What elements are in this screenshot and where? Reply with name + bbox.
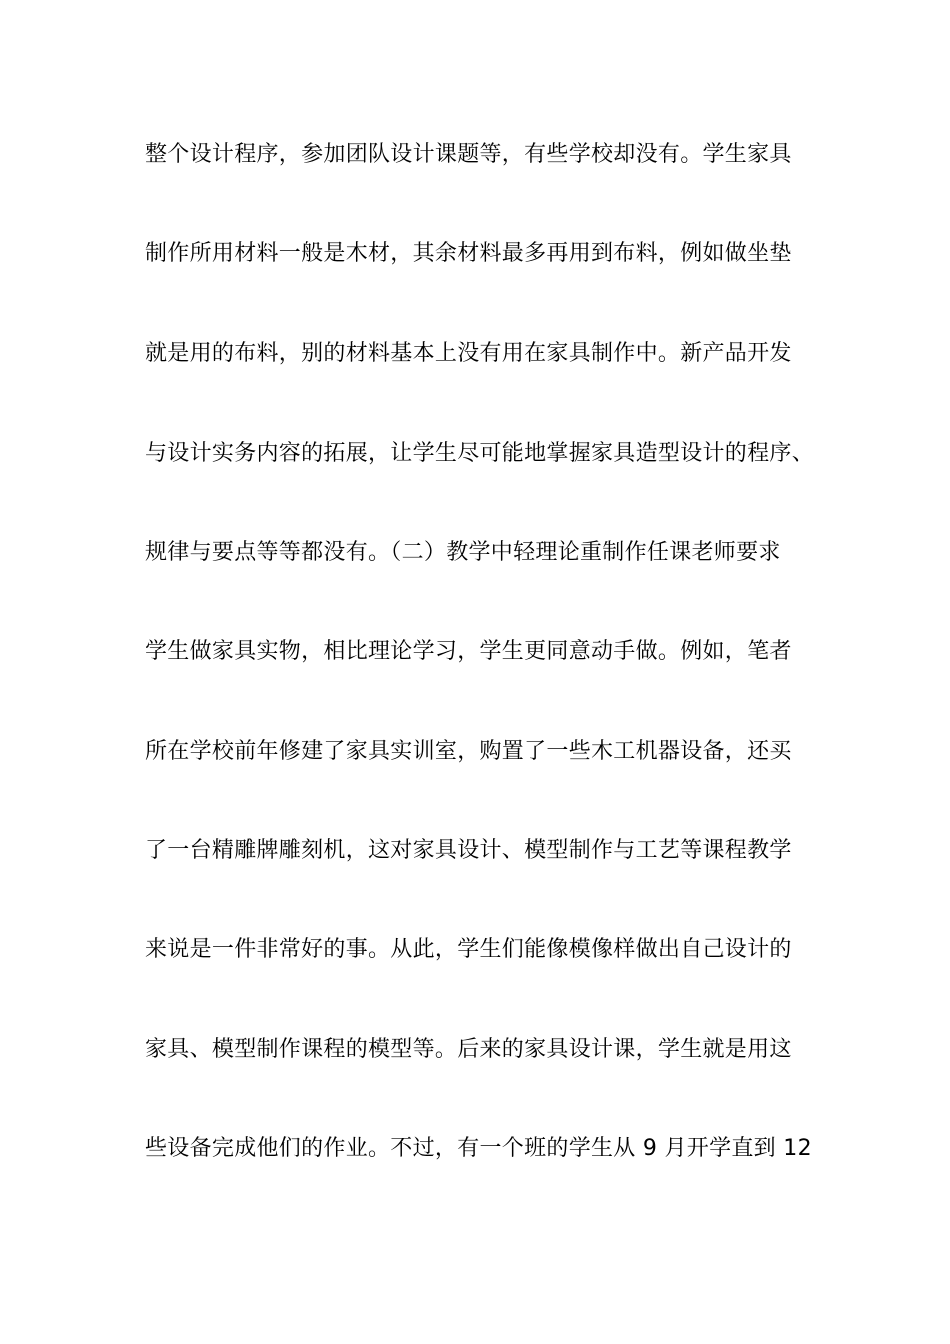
paragraph-line: 来说是一件非常好的事。从此，学生们能像模像样做出自己设计的 xyxy=(145,937,792,962)
paragraph-line: 学生做家具实物，相比理论学习，学生更同意动手做。例如，笔者 xyxy=(145,639,792,664)
paragraph-line: 与设计实务内容的拓展，让学生尽可能地掌握家具造型设计的程序、 xyxy=(145,441,815,466)
paragraph-line: 了一台精雕牌雕刻机，这对家具设计、模型制作与工艺等课程教学 xyxy=(145,838,792,863)
paragraph-line: 就是用的布料，别的材料基本上没有用在家具制作中。新产品开发 xyxy=(145,341,792,366)
paragraph-line: 整个设计程序，参加团队设计课题等，有些学校却没有。学生家具 xyxy=(145,142,792,167)
paragraph-line: 所在学校前年修建了家具实训室，购置了一些木工机器设备，还买 xyxy=(145,739,792,764)
paragraph-line: 规律与要点等等都没有。（二）教学中轻理论重制作任课老师要求 xyxy=(145,540,781,565)
paragraph-line: 制作所用材料一般是木材，其余材料最多再用到布料，例如做坐垫 xyxy=(145,241,792,266)
paragraph-line: 些设备完成他们的作业。不过，有一个班的学生从 9 月开学直到 12 xyxy=(145,1136,812,1161)
paragraph-line: 家具、模型制作课程的模型等。后来的家具设计课，学生就是用这 xyxy=(145,1037,792,1062)
